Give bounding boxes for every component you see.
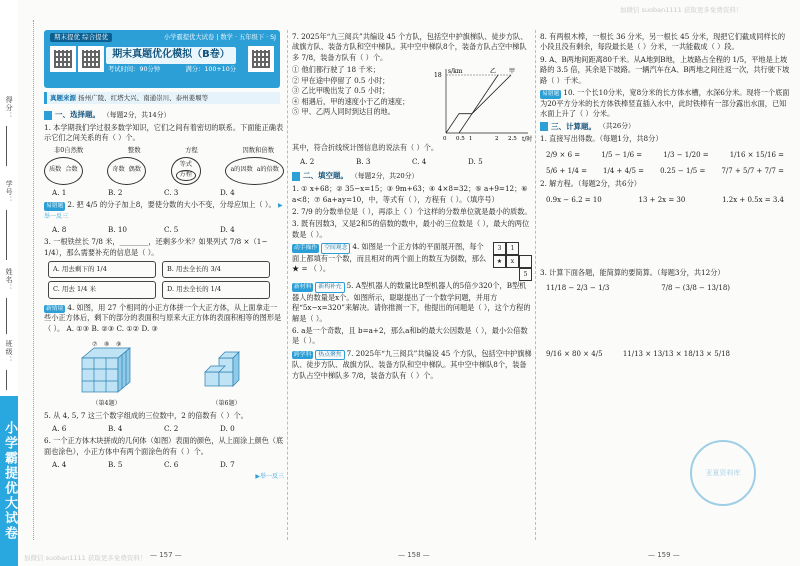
section-label: 二、填空题。	[303, 171, 348, 181]
options	[44, 459, 284, 472]
oval-item: 等式	[179, 160, 192, 168]
cube-net-diagram	[493, 242, 532, 281]
column-divider	[535, 30, 536, 540]
net-cell-empty	[519, 242, 532, 255]
cube-number: ⑨	[115, 341, 121, 349]
option[interactable]: B. 2	[108, 187, 123, 197]
statement: ⑤ 甲、乙两人同时到达目的地。	[292, 107, 395, 117]
oval-diagram	[171, 157, 201, 185]
expression: 11/13 × 13/13 × 18/13 × 5/18	[622, 350, 730, 359]
name-label: 姓名：	[5, 268, 14, 292]
cube-stack-figure	[72, 338, 142, 396]
math-item: 1/16 × 15/16 =	[729, 150, 784, 159]
left-spine	[0, 0, 18, 566]
distance-time-chart	[432, 65, 532, 143]
oval-caption: 方程	[185, 146, 198, 154]
statement: ① 他们都行驶了 18 千米；	[292, 65, 380, 75]
question-text: 7. 2025年“九三阅兵”共编设 45 个方队，包括空中护旗梯队、徒步方队、战旗方队、装备方队和空中梯队。其中空中梯队8个，装备方队占空中梯队多 7/8，装备方队有（ ）个。	[292, 348, 532, 380]
net-cell-empty	[493, 268, 506, 281]
math-item: 1/5 − 1/6 =	[601, 150, 643, 159]
question-1: 1. 本学期我们学过很多数学知识，它们之间有着密切的联系。下面能正确表示它们之间关系的有（ ）个。	[44, 122, 284, 143]
x-tick-label: 0.5	[456, 136, 465, 143]
option[interactable]: B. 5	[108, 460, 123, 470]
id-label: 学号：	[5, 180, 14, 204]
question-tag: 新情境	[46, 305, 64, 312]
math-row	[540, 147, 790, 163]
option[interactable]: B. 3	[356, 156, 371, 166]
y-axis-label: s/km	[448, 68, 463, 76]
oval-item: 质数	[49, 166, 62, 174]
expression: 9/16 × 80 × 4/5	[546, 350, 603, 359]
fill-question-5	[292, 281, 532, 324]
option-box[interactable]: A. 用去剩下的 1/4	[48, 261, 156, 278]
section-marker	[44, 111, 52, 120]
calc-question-2: 2. 解方程。（每题2分，共6分）	[540, 179, 641, 189]
column-1	[44, 108, 284, 481]
source-label: 真题来源	[50, 94, 76, 102]
question-tag: 易错题	[542, 91, 560, 98]
series-line-1	[459, 75, 498, 133]
section-fill	[292, 171, 532, 182]
net-cell-empty	[506, 268, 519, 281]
oval-captions	[44, 146, 284, 155]
column-2	[292, 32, 532, 383]
watermark-bottom: 加微信 suoban1111 获取更多免费资料！	[24, 554, 147, 562]
oval-diagram	[107, 157, 146, 185]
option[interactable]: D. 5	[468, 156, 483, 166]
option[interactable]: C. 6	[164, 460, 179, 470]
option-boxes	[44, 260, 284, 300]
question-3: 3. 一根铁丝长 7/8 米，________，还剩多少米？如果列式 7/8 ×（1− 1/4），那么需要补充的信息是（ ）。	[44, 237, 268, 257]
banner-tag: 期末提优 综合提优	[50, 33, 112, 42]
math-row	[540, 346, 790, 362]
fill-question-2: 2. 7/9 的分数单位是（ ），再添上（ ）个这样的分数单位就是最小的质数。	[292, 206, 532, 216]
practice-link[interactable]: ▶举一反三	[44, 202, 283, 220]
expression: 7/8 − (3/8 − 13/18)	[661, 284, 730, 293]
oval-item: 奇数	[112, 166, 125, 174]
net-cell: ★	[493, 255, 506, 268]
column-3	[540, 32, 790, 362]
math-item: 1/4 + 4/5 =	[603, 166, 644, 175]
x-tick-label: 2.5	[508, 136, 517, 143]
fill-question-4	[292, 242, 489, 279]
fill-question-4-row	[292, 242, 532, 281]
q7-body	[292, 65, 532, 143]
option-box[interactable]: D. 用去全长的 1/4	[162, 281, 270, 298]
statement: ③ 乙比甲晚出发了 0.5 小时；	[292, 86, 390, 96]
answer-space[interactable]	[540, 296, 790, 346]
section-note: （每题2分，共20分）	[351, 171, 419, 180]
section-calc	[540, 122, 790, 133]
binding-dots	[33, 20, 35, 540]
oval-caption: 整数	[127, 146, 141, 154]
question-text: 2. 把 4/5 的分子加上8，要使分数的大小不变，分母应加上（ ）。	[67, 200, 276, 210]
question-6: 6. 一个正方体木块拼成的几何体（如图）表面的颜色，从上面涂上颜色（底面也涂色），小正方体中有两个面涂色的有（ ）个。	[44, 436, 284, 456]
exam-score: 满分：100+10分	[185, 66, 236, 73]
math-item: 0.25 − 1/5 =	[660, 166, 706, 175]
section-marker	[540, 122, 548, 131]
calc-question-1: 1. 直接写出得数。（每题1分，共8分）	[540, 134, 663, 144]
series-label: 甲	[509, 68, 516, 76]
score-line	[6, 126, 7, 166]
math-row	[540, 163, 790, 179]
section-marker	[292, 172, 300, 181]
option[interactable]: A. 2	[300, 156, 315, 166]
option[interactable]: C. 3	[164, 187, 179, 197]
oval-diagram	[44, 157, 83, 185]
equation: 13 + 2x = 30	[638, 195, 686, 204]
option[interactable]: B. 10	[108, 224, 127, 234]
question-text: 4. 如图是一个正方体的平面展开图，每个面上都填有一个数，而且相对的两个面上的数互为倒数，那么 ★ = （ ）。	[292, 242, 487, 274]
source-line	[44, 92, 280, 104]
x-tick-label: 2	[495, 136, 499, 143]
fill-question-6: 6. a是一个奇数，且 b=a+2，那么a和b的最大公因数是（ ），最小公倍数是（ ）。	[292, 325, 528, 346]
equation: 0.9x − 6.2 = 10	[546, 195, 602, 204]
series-label: 乙	[490, 68, 497, 76]
question-tag: 易错题	[46, 203, 64, 210]
fill-question-1: 1. ① x+68；② 35−x=15；③ 9m+63；④ 4×8=32；⑤ a+9=12；⑥ a<8；⑦ 6a+ay=10，中，等式有（ ），方程有（ ）。（填序号）	[292, 184, 528, 204]
statement-list	[292, 65, 432, 143]
options	[292, 156, 532, 169]
option[interactable]: A. 4	[52, 460, 67, 470]
class-line	[6, 370, 7, 390]
option[interactable]: D. 4	[220, 224, 235, 234]
net-cell: 3	[493, 242, 506, 255]
class-label: 班级：	[5, 340, 14, 364]
oval-caption: 非0自然数	[54, 146, 84, 154]
cube-figure-4	[72, 338, 142, 408]
section-choice	[44, 110, 284, 121]
option[interactable]: A. 8	[52, 224, 67, 234]
cube-steps-figure	[197, 338, 257, 396]
question-4	[44, 303, 284, 334]
oval-diagram	[225, 157, 284, 185]
section-note: （共26分）	[599, 122, 635, 131]
x-tick-label: 0	[443, 136, 447, 143]
page-number: — 159 —	[648, 550, 680, 559]
option[interactable]: B. 4	[108, 423, 123, 433]
qr-code-icon	[248, 46, 274, 72]
fill-question-9: 9. A、B两地间距离80千米。从A地到B地，上坡路占全程的 1/5，平地是上坡路的 3.5 倍，其余是下坡路。一辆汽车在A、B两地之间往返一次，共行驶下坡路（ ）千米。	[540, 54, 790, 85]
fill-question-8: 8. 有两根木棒，一根长 36 分米，另一根长 45 分米，现把它们截成同样长的小段且没有剩余，每段最长是（ ）分米，一共能截成（ ）段。	[540, 32, 786, 52]
option[interactable]: C. 4	[412, 156, 427, 166]
figure-caption: （第6题）	[212, 399, 241, 407]
page-number: — 158 —	[398, 550, 430, 559]
question-tag: 热点聚焦	[315, 350, 344, 360]
option[interactable]: C. 2	[164, 423, 179, 433]
cube-figure-6	[197, 338, 257, 408]
oval-item: 方程	[176, 170, 196, 181]
oval-item: a的倍数	[256, 166, 279, 174]
cube-figures	[44, 336, 284, 410]
question-tag: 新材料	[294, 284, 312, 291]
option[interactable]: D. 7	[220, 460, 235, 470]
net-cell: 5	[519, 268, 532, 281]
exam-info	[108, 65, 236, 74]
oval-item: a的因数	[230, 166, 253, 174]
figure-caption: （第4题）	[92, 399, 121, 407]
answer-space[interactable]	[540, 208, 790, 268]
option[interactable]: D. 4	[220, 187, 235, 197]
question-tag: 跨学科	[294, 351, 312, 358]
cube-number: ⑦	[91, 341, 97, 349]
x-axis-label: t/时	[522, 136, 532, 144]
statement: ② 甲在途中停留了 0.5 小时；	[292, 75, 390, 85]
y-tick-label: 18	[434, 72, 442, 80]
math-item: 7/7 + 5/7 + 7/7 =	[721, 166, 784, 175]
qr-code-icon	[50, 46, 76, 72]
question-5: 5. 从 4, 5, 7 这三个数字组成的三位数中，2 的倍数有（ ）个。	[44, 410, 248, 420]
option[interactable]: C. 5	[164, 224, 179, 234]
options	[44, 423, 284, 436]
cube-number: ⑧	[103, 341, 109, 349]
relation-diagrams	[44, 155, 284, 187]
section-label: 一、选择题。	[55, 110, 100, 119]
option[interactable]: A. 1	[52, 187, 67, 197]
fill-question-10	[540, 88, 790, 119]
net-cell	[519, 255, 532, 268]
id-line	[6, 210, 7, 260]
banner-subtitle: 小学霸提优大试卷 | 数学 · 五年级下 · SJ	[163, 34, 276, 41]
oval-item: 合数	[65, 166, 78, 174]
statement: ④ 相遇后，甲的速度小于乙的速度；	[292, 96, 410, 106]
exam-title: 期末真题优化模拟（B卷）	[106, 47, 236, 64]
net-cell: 1	[506, 242, 519, 255]
section-note: （每题2分，共14分）	[103, 110, 171, 119]
name-line	[6, 298, 7, 334]
question-text: 10. 一个长10分米，宽8分米的长方体水槽，水深6分米。现将一个底面为20平方分米的长方体铁棒竖直插入水中，此时铁棒有一部分露出水面，已知水面上升了（ ）分米。	[540, 88, 790, 119]
oval-item: 偶数	[128, 166, 142, 174]
question-tag: 动手操作	[294, 245, 318, 252]
exam-time: 考试时间：90分钟	[108, 66, 161, 73]
question-7: 7. 2025年“九三阅兵”共编设 45 个方队，包括空中护旗梯队、徒步方队、战旗方队、装备方队和空中梯队。其中空中梯队8个，装备方队占空中梯队多 7/8，装备方队有（ ）个。	[292, 32, 528, 62]
math-item: 2/9 × 6 =	[546, 150, 581, 159]
expression: 11/18 − 2/3 − 1/3	[546, 284, 610, 293]
spine-title: 小学霸提优大试卷	[0, 396, 18, 566]
source-text: 扬州广陵、红塔大兴、南通崇川、泰州姜堰等	[78, 94, 209, 102]
watermark-top: 加微信 suoban1111 获取更多免费资料！	[620, 6, 743, 14]
question-2	[44, 200, 284, 221]
option-box[interactable]: C. 用去 1/4 米	[48, 281, 156, 298]
oval-caption: 因数和倍数	[242, 146, 274, 154]
question-text: 4. 如图，用 27 个相同的小正方体拼一个大正方体，从上面拿走一些小正方体后，剩下的部分的表面积与原来大正方体的表面积相等的图形是（ ）。 A. ①③ B. ②③ C. ①② D. ③	[44, 302, 282, 333]
options	[44, 187, 284, 200]
math-row	[540, 192, 790, 208]
qr-code-icon	[78, 46, 104, 72]
column-divider	[287, 30, 288, 540]
calc-question-3: 3. 计算下面各题，能简算的要简算。（每题3分，共12分）	[540, 267, 725, 277]
x-tick-label: 1	[469, 136, 473, 143]
math-row	[540, 280, 790, 296]
score-label: 得分：	[5, 96, 14, 120]
section-label: 三、计算题。	[551, 121, 596, 131]
math-item: 1/3 − 1/20 =	[663, 150, 709, 159]
practice-link[interactable]: ▶举一反三	[255, 472, 284, 480]
option-box[interactable]: B. 用去全长的 3/4	[162, 261, 270, 278]
fill-question-7	[292, 349, 532, 381]
library-stamp: 亚夏资料库	[690, 440, 756, 506]
option[interactable]: D. 0	[220, 423, 235, 433]
page-number: — 157 —	[150, 550, 182, 559]
equation: 1.2x + 0.5x = 3.4	[722, 195, 784, 204]
option[interactable]: A. 6	[52, 423, 67, 433]
exam-banner	[44, 30, 280, 88]
question-text: 5. A型机器人的数量比B型机器人的5倍少320个，B型机器人的数量是x个。如图所示，聪聪提出了一个数学问题，并用方程“5x−x=320”来解决。请你推测一下，他提出的问题是（ ），这个方程的解是（ ）。	[292, 281, 531, 323]
question-7-tail: 其中，符合折线统计图信息的说法有（ ）个。	[292, 143, 439, 153]
net-cell: x	[506, 255, 519, 268]
question-tag: 新构补充	[315, 282, 344, 292]
fill-question-3: 3. 既有因数3，又是2和5的倍数的数中，最小的三位数是（ ），最大的两位数是（ ）。	[292, 219, 530, 239]
question-tag: 空间观念	[321, 243, 350, 253]
math-item: 5/6 + 1/4 =	[546, 166, 587, 175]
options	[44, 224, 284, 237]
